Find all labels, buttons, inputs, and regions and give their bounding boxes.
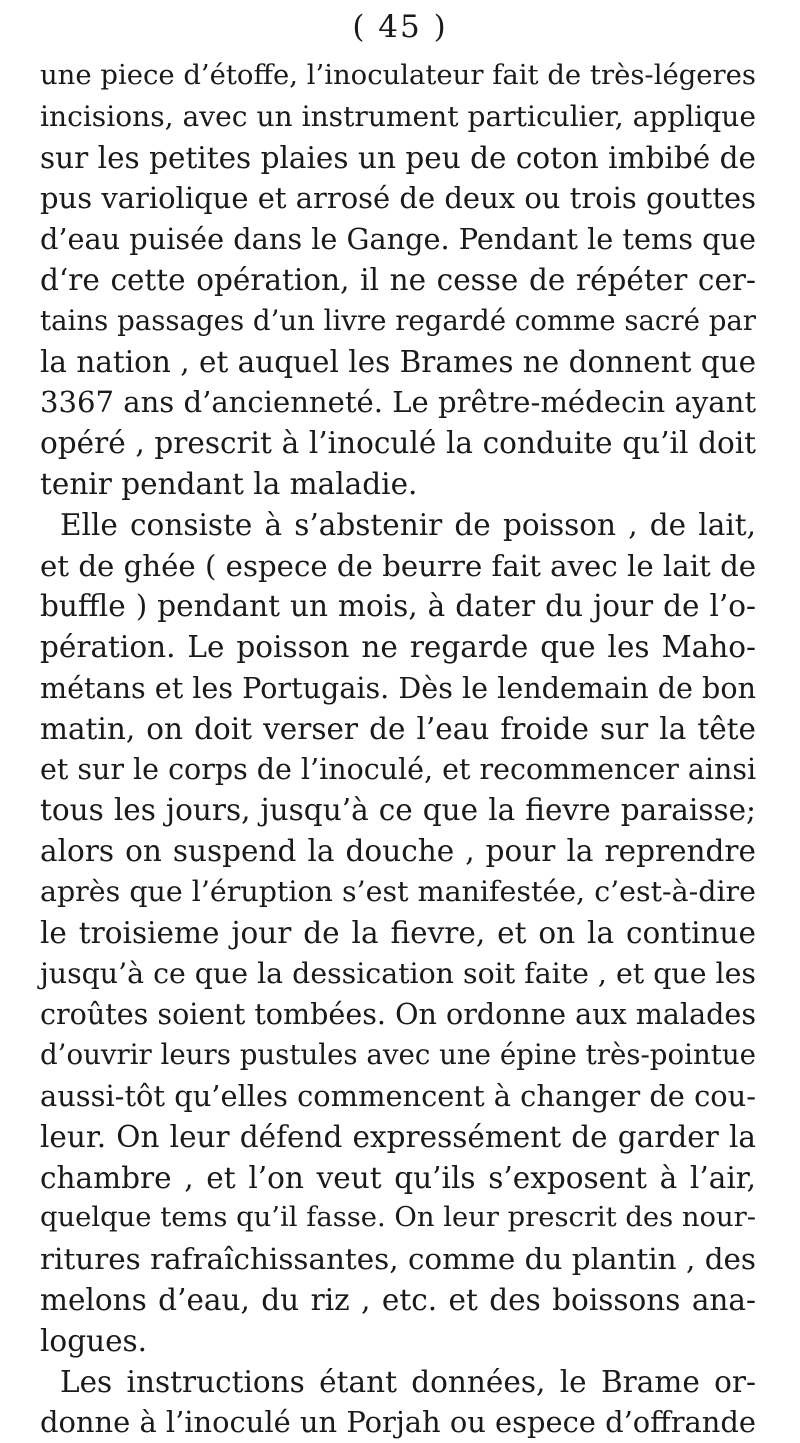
text-line: d’ouvrir leurs pustules avec une épine très-pointue: [40, 1038, 756, 1072]
text-line: pération. Le poisson ne regarde que les Maho-: [40, 630, 756, 665]
text-line: pus variolique et arrosé de deux ou trois gouttes: [40, 181, 756, 216]
text-line: leur. On leur défend expressément de garder la: [40, 1119, 756, 1154]
text-line: tous les jours, jusqu’à ce que la fievre paraisse;: [40, 793, 756, 828]
text-line: matin, on doit verser de l’eau froide sur la tête: [40, 711, 756, 746]
text-line: Elle consiste à s’abstenir de poisson , de lait,: [60, 507, 756, 542]
page-number: ( 45 ): [352, 9, 448, 45]
text-line: et sur le corps de l’inoculé, et recommencer ainsi: [40, 752, 757, 786]
text-line: tains passages d’un livre regardé comme sacré par: [40, 303, 756, 337]
text-line: tenir pendant la maladie.: [40, 466, 418, 501]
text-line: donne à l’inoculé un Porjah ou espece d’offrande: [40, 1405, 756, 1440]
text-line: chambre , et l’on veut qu’ils s’exposent à l’air,: [40, 1160, 756, 1195]
text-line: incisions, avec un instrument particulier, applique: [40, 99, 756, 133]
body-text: [40, 56, 756, 1443]
text-line: et de ghée ( espece de beurre fait avec le lait de: [40, 548, 757, 583]
text-line: après que l’éruption s’est manifestée, c’est-à-dire: [40, 874, 756, 908]
text-line: 3367 ans d’ancienneté. Le prêtre-médecin ayant: [40, 385, 757, 420]
text-line: melons d’eau, du riz , etc. et des boissons ana-: [40, 1282, 756, 1317]
text-line: dʻre cette opération, il ne cesse de répéter cer-: [40, 262, 756, 297]
text-line: métans et les Portugais. Dès le lendemain de bon: [40, 670, 756, 705]
text-line: sur les petites plaies un peu de coton imbibé de: [40, 140, 756, 175]
text-line: Les instructions étant données, le Brame or-: [60, 1364, 756, 1399]
text-line: d’eau puisée dans le Gange. Pendant le tems que: [40, 222, 756, 257]
text-line: jusqu’à ce que la dessication soit faite , et que les: [40, 956, 756, 990]
text-line: la nation , et auquel les Brames ne donnent que: [40, 344, 757, 379]
text-line: ritures rafraîchissantes, comme du plantin , des: [40, 1242, 756, 1277]
text-line: croûtes soient tombées. On ordonne aux malades: [40, 997, 756, 1032]
text-line: logues.: [40, 1323, 148, 1358]
text-line: une piece d’étoffe, l’inoculateur fait de très-légeres: [40, 60, 756, 91]
text-line: opéré , prescrit à l’inoculé la conduite qu’il doit: [40, 426, 756, 461]
text-line: aussi-tôt qu’elles commencent à changer de cou-: [40, 1078, 756, 1113]
text-line: le troisieme jour de la fievre, et on la continue: [40, 915, 756, 950]
text-line: alors on suspend la douche , pour la reprendre: [40, 834, 756, 869]
text-line: quelque tems qu’il fasse. On leur prescrit des nour-: [40, 1202, 756, 1234]
text-line: buffle ) pendant un mois, à dater du jour de l’o-: [40, 589, 756, 624]
